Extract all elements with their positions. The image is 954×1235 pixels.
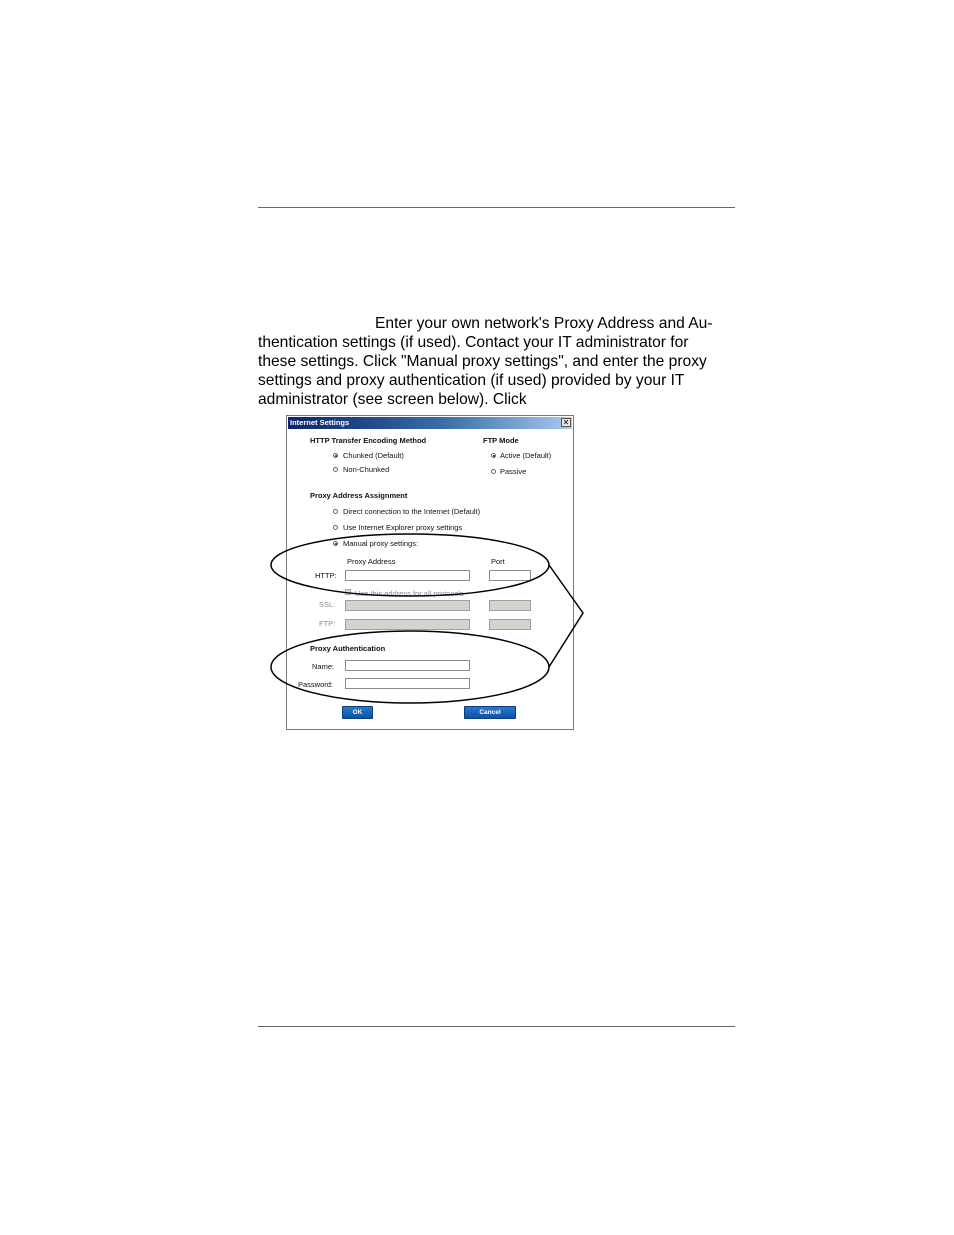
cancel-button[interactable]: Cancel — [464, 706, 516, 719]
callout-connector-line — [549, 565, 583, 667]
password-label: Password: — [298, 680, 334, 689]
paragraph-line: Enter your own network's Proxy Address and Au- — [375, 315, 713, 332]
direct-connection-label: Direct connection to the Internet (Default) — [343, 507, 481, 516]
name-label: Name: — [312, 662, 335, 671]
http-encoding-heading: HTTP Transfer Encoding Method — [310, 436, 427, 445]
close-icon[interactable]: ✕ — [562, 418, 570, 427]
paragraph-line: settings and proxy authentication (if used) provided by your IT — [258, 372, 685, 389]
chunked-label: Chunked (Default) — [343, 451, 404, 460]
proxy-assignment-heading: Proxy Address Assignment — [310, 491, 408, 500]
ftp-passive-label: Passive — [500, 467, 527, 476]
paragraph-line: administrator (see screen below). Click — [258, 391, 527, 408]
use-all-protocols-label: Use this address for all protocols — [355, 589, 464, 598]
paragraph-line: these settings. Click "Manual proxy settings", and enter the proxy — [258, 353, 707, 370]
proxy-auth-heading: Proxy Authentication — [310, 644, 386, 653]
proxy-address-callout-ellipse — [271, 534, 549, 596]
ssl-label: SSL: — [319, 600, 336, 609]
ie-proxy-label: Use Internet Explorer proxy settings — [343, 523, 463, 532]
proxy-address-column: Proxy Address — [347, 557, 396, 566]
non-chunked-label: Non-Chunked — [343, 465, 390, 474]
ftp-label: FTP: — [319, 619, 336, 628]
manual-proxy-label: Manual proxy settings: — [343, 539, 419, 548]
proxy-auth-callout-ellipse — [271, 631, 549, 703]
paragraph-line: thentication settings (if used). Contact your IT administrator for — [258, 334, 689, 351]
port-column: Port — [491, 557, 505, 566]
ok-button[interactable]: OK — [342, 706, 373, 719]
dialog-title: Internet Settings — [290, 418, 350, 427]
footer-rule — [258, 1026, 735, 1027]
ftp-active-label: Active (Default) — [500, 451, 552, 460]
http-label: HTTP: — [315, 571, 337, 580]
ftp-mode-heading: FTP Mode — [483, 436, 519, 445]
